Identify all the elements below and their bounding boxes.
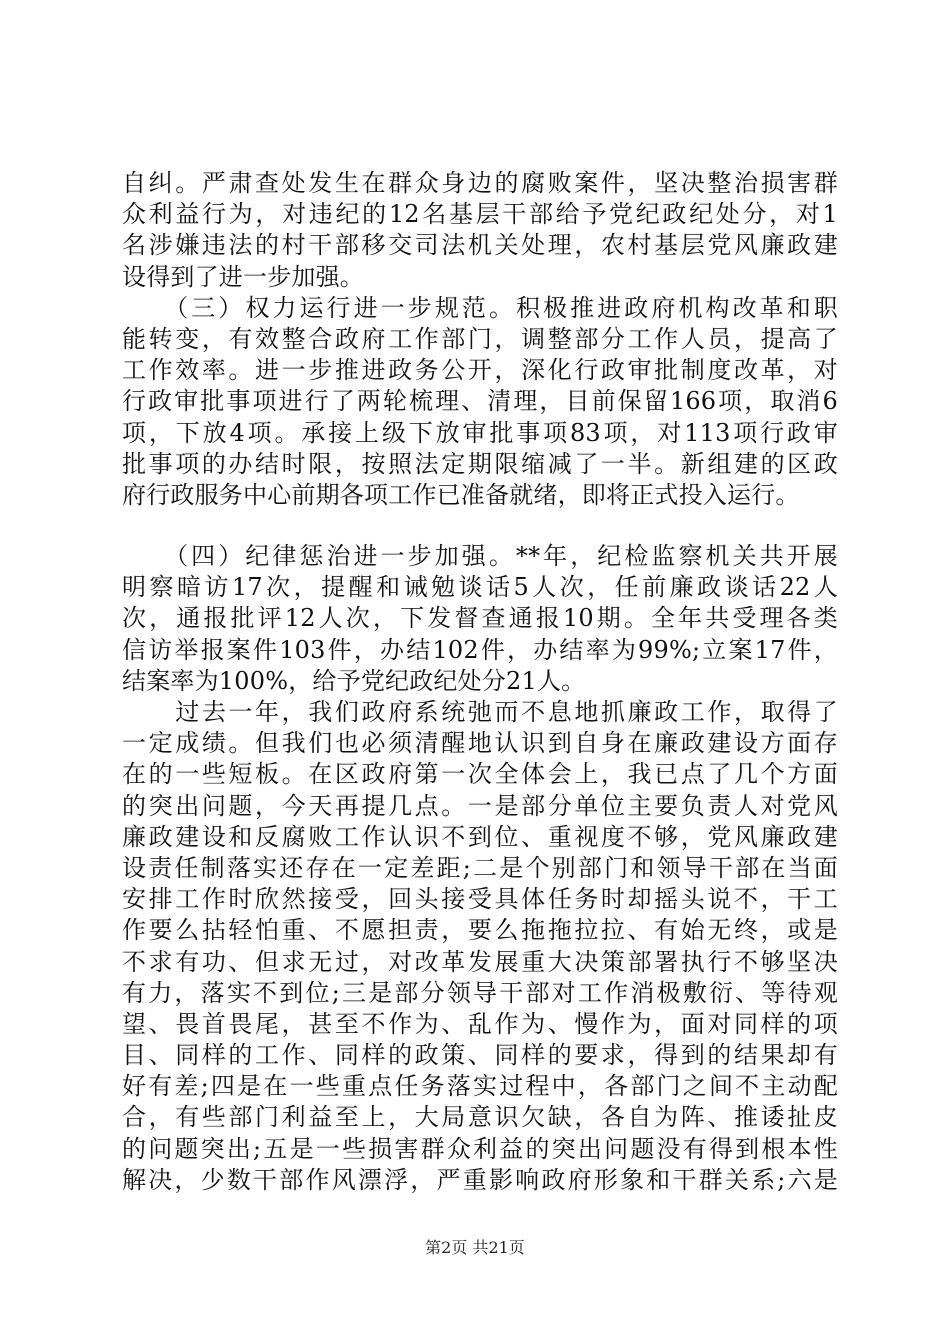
text-line: 设责任制落实还存在一定差距;二是个别部门和领导干部在当面 <box>122 853 838 882</box>
text-line: 的问题突出;五是一些损害群众利益的突出问题没有得到根本性 <box>122 1134 838 1163</box>
text-line: 有力，落实不到位;三是部分领导干部对工作消极敷衍、等待观 <box>122 978 838 1007</box>
text-line: 在的一些短板。在区政府第一次全体会上，我已点了几个方面 <box>122 760 838 789</box>
text-line: 望、畏首畏尾，甚至不作为、乱作为、慢作为，面对同样的项 <box>122 1009 838 1038</box>
text-line: 合，有些部门利益至上，大局意识欠缺，各自为阵、推诿扯皮 <box>122 1103 838 1132</box>
text-line: 众利益行为，对违纪的12名基层干部给予党纪政纪处分，对1 <box>122 200 838 229</box>
text-line: 名涉嫌违法的村干部移交司法机关处理，农村基层党风廉政建 <box>122 231 838 260</box>
text-line: 明察暗访17次，提醒和诫勉谈话5人次，任前廉政谈话22人 <box>122 573 838 602</box>
text-line: 解决，少数干部作风漂浮，严重影响政府形象和干群关系;六是 <box>122 1165 838 1194</box>
text-line: 能转变，有效整合政府工作部门，调整部分工作人员，提高了 <box>122 324 838 353</box>
page-number-label: 第2页 共21页 <box>425 1238 525 1257</box>
text-line: （三）权力运行进一步规范。积极推进政府机构改革和职 <box>122 293 838 322</box>
text-line: 结案率为100%，给予党纪政纪处分21人。 <box>122 666 586 695</box>
text-line: 项，下放4项。承接上级下放审批事项83项，对113项行政审 <box>122 418 838 447</box>
text-line: （四）纪律惩治进一步加强。**年，纪检监察机关共开展 <box>122 542 838 571</box>
text-line: 好有差;四是在一些重点任务落实过程中，各部门之间不主动配 <box>122 1072 838 1101</box>
text-line: 信访举报案件103件，办结102件，办结率为99%;立案17件， <box>122 635 838 664</box>
document-body <box>122 168 838 1196</box>
text-line: 工作效率。进一步推进政务公开，深化行政审批制度改革，对 <box>122 356 838 385</box>
text-line: 廉政建设和反腐败工作认识不到位、重视度不够，党风廉政建 <box>122 822 838 851</box>
text-line: 设得到了进一步加强。 <box>122 262 364 291</box>
paragraph-gap <box>122 511 838 541</box>
text-line: 不求有功、但求无过，对改革发展重大决策部署执行不够坚决 <box>122 947 838 976</box>
text-line: 批事项的办结时限，按照法定期限缩减了一半。新组建的区政 <box>122 449 838 478</box>
text-line: 的突出问题，今天再提几点。一是部分单位主要负责人对党风 <box>122 791 838 820</box>
text-line: 安排工作时欣然接受，回头接受具体任务时却摇头说不，干工 <box>122 885 838 914</box>
text-line: 自纠。严肃查处发生在群众身边的腐败案件，坚决整治损害群 <box>122 169 838 197</box>
text-line: 一定成绩。但我们也必须清醒地认识到自身在廉政建设方面存 <box>122 729 838 758</box>
text-line: 府行政服务中心前期各项工作已准备就绪，即将正式投入运行。 <box>122 480 800 509</box>
text-line: 次，通报批评12人次，下发督查通报10期。全年共受理各类 <box>122 604 838 633</box>
text-line: 过去一年，我们政府系统弛而不息地抓廉政工作，取得了 <box>122 698 838 726</box>
text-line: 作要么拈轻怕重、不愿担责，要么拖拖拉拉、有始无终，或是 <box>122 916 838 945</box>
text-line: 行政审批事项进行了两轮梳理、清理，目前保留166项，取消6 <box>122 387 838 416</box>
page-footer <box>0 1238 950 1258</box>
text-line: 目、同样的工作、同样的政策、同样的要求，得到的结果却有 <box>122 1041 838 1070</box>
